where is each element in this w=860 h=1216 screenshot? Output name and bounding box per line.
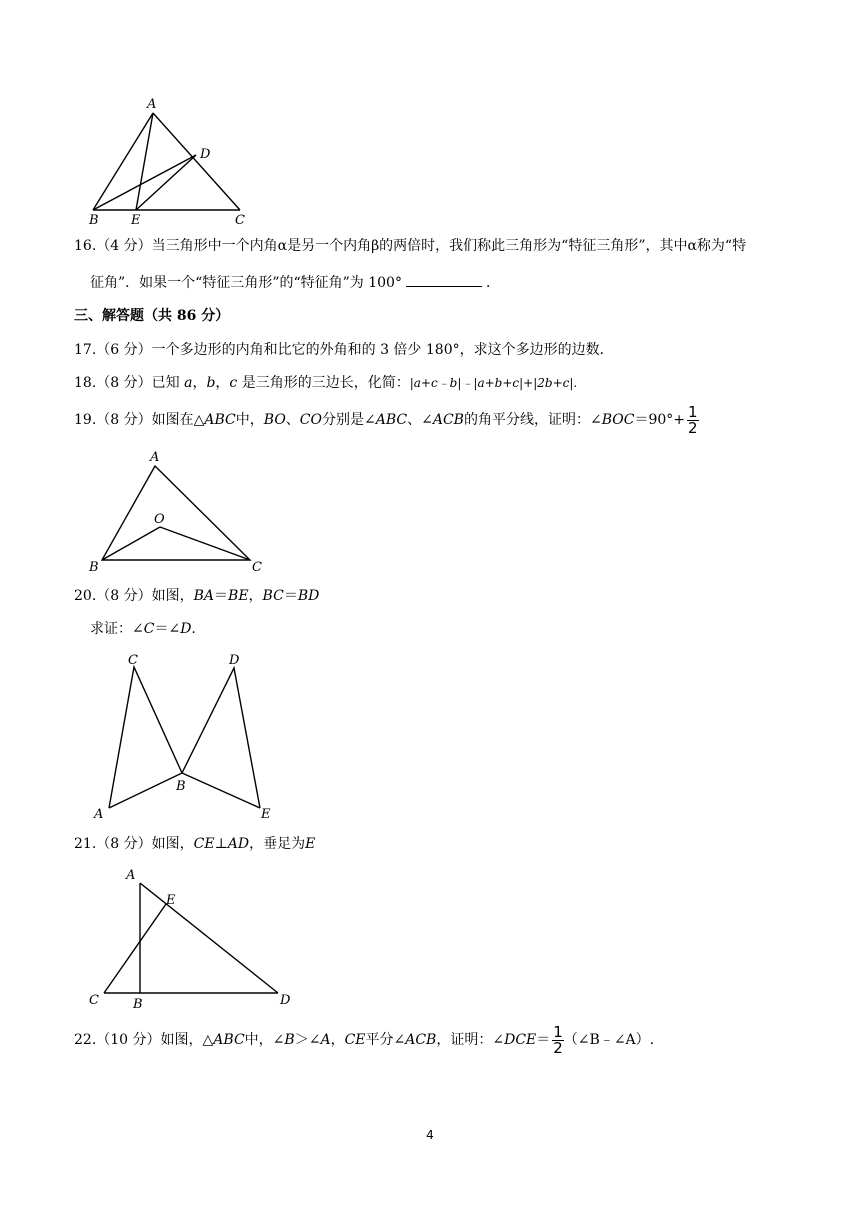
q21-perp: ⊥ — [214, 836, 228, 852]
q20-prefix: 20.（8 分）如图， — [74, 588, 194, 604]
q22-fraction — [552, 1022, 564, 1057]
q19-mid5: 的角平分线，证明：∠ — [463, 412, 602, 428]
q19-prefix: 19.（8 分）如图在△ — [74, 412, 205, 428]
label-E: E — [166, 893, 176, 908]
q17-text: 17.（6 分）一个多边形的内角和比它的外角和的 3 倍少 180°，求这个多边形的边数． — [74, 342, 614, 358]
q20-bd: BD — [297, 588, 320, 604]
label-D: D — [229, 653, 240, 668]
label-A: A — [150, 450, 160, 465]
q18-c: c — [229, 375, 238, 391]
segment-CE — [104, 904, 166, 993]
label-B: B — [176, 779, 186, 794]
section-title: 三、解答题（共 86 分） — [74, 308, 230, 324]
q22-mid4: ，证明：∠ — [436, 1032, 505, 1048]
q20-d: D — [180, 621, 192, 637]
q22-a: A — [320, 1032, 331, 1048]
q18-expr: |a+c﹣b|﹣|a+b+c|+|2b+c|. — [409, 376, 578, 390]
label-B: B — [89, 213, 99, 228]
q18-b: b — [206, 375, 216, 391]
label-A: A — [126, 868, 136, 883]
q19-co: CO — [299, 412, 322, 428]
q19-mid3: 分别是∠ — [322, 412, 376, 428]
q22-dce: DCE — [504, 1032, 537, 1048]
q19-mid2: 、 — [285, 412, 300, 428]
q21-prefix: 21.（8 分）如图， — [74, 836, 194, 852]
q22-acb: ACB — [405, 1032, 437, 1048]
q22-ce: CE — [344, 1032, 366, 1048]
q22-mid2: ， — [330, 1032, 345, 1048]
label-O: O — [154, 512, 165, 527]
q22-mid1: 中，∠ — [244, 1032, 285, 1048]
label-C: C — [252, 560, 262, 575]
q19-mid4: 、∠ — [407, 412, 433, 428]
q20-c: C — [143, 621, 155, 637]
q20-eq2: ＝ — [283, 588, 298, 604]
q16-line2-end: ． — [485, 275, 500, 291]
q22-text — [74, 1024, 654, 1056]
q19-mid1: 中， — [235, 412, 264, 428]
q18-sep1: ， — [192, 375, 207, 391]
q22-prefix: 22.（10 分）如图，△ — [74, 1032, 214, 1048]
q21-mid: ，垂足为 — [249, 836, 306, 852]
q20-prove-text: 求证：∠ — [90, 621, 144, 637]
q22-gt: ＞∠ — [294, 1032, 321, 1048]
label-E: E — [131, 213, 141, 228]
q22-den: 2 — [553, 1038, 563, 1057]
label-C: C — [89, 993, 99, 1008]
q18-a: a — [184, 375, 193, 391]
q20-eq1: ＝ — [214, 588, 229, 604]
q21-ad: AD — [227, 836, 250, 852]
q22-tail: （∠B﹣∠A）. — [563, 1032, 655, 1048]
segment-AD — [140, 883, 278, 993]
q20-eq3: ＝∠ — [154, 621, 181, 637]
q20-ba: BA — [193, 588, 215, 604]
label-D: D — [200, 147, 211, 162]
label-A: A — [94, 807, 104, 822]
q18-mid: 是三角形的三边长，化简： — [241, 375, 410, 391]
q20-sep: ， — [248, 588, 263, 604]
q22-eq: ＝ — [536, 1032, 551, 1048]
q20-be: BE — [228, 588, 249, 604]
q16-line2-text: 征角”．如果一个“特征三角形”的“特征角”为 100° — [90, 275, 402, 291]
q18-prefix: 18.（8 分）已知 — [74, 375, 180, 391]
q19-num: 1 — [688, 402, 698, 421]
label-C: C — [128, 653, 138, 668]
label-A: A — [147, 97, 157, 112]
q19-abc: ABC — [204, 412, 236, 428]
q19-boc: BOC — [601, 412, 635, 428]
label-B: B — [89, 560, 99, 575]
q20-bc: BC — [262, 588, 284, 604]
q19-den: 2 — [688, 418, 698, 437]
label-E: E — [261, 807, 271, 822]
q16-line1: 16.（4 分）当三角形中一个内角α是另一个内角β的两倍时，我们称此三角形为“特征三角形”，其中α称为“特 — [74, 238, 747, 254]
q19-abc2: ABC — [375, 412, 408, 428]
q18-sep2: ， — [215, 375, 230, 391]
label-C: C — [235, 213, 245, 228]
label-B: B — [133, 997, 143, 1012]
label-D: D — [280, 993, 291, 1008]
q22-mid3: 平分∠ — [365, 1032, 406, 1048]
page-number: 4 — [426, 1128, 434, 1142]
q20-end: . — [191, 621, 196, 637]
q19-mid6: ＝90°+ — [634, 412, 685, 428]
q21-ce: CE — [193, 836, 215, 852]
q22-b: B — [284, 1032, 295, 1048]
q19-bo: BO — [263, 412, 286, 428]
q22-abc: ABC — [213, 1032, 245, 1048]
q19-acb: ACB — [432, 412, 464, 428]
q21-e: E — [305, 836, 316, 852]
q22-num: 1 — [553, 1022, 563, 1041]
